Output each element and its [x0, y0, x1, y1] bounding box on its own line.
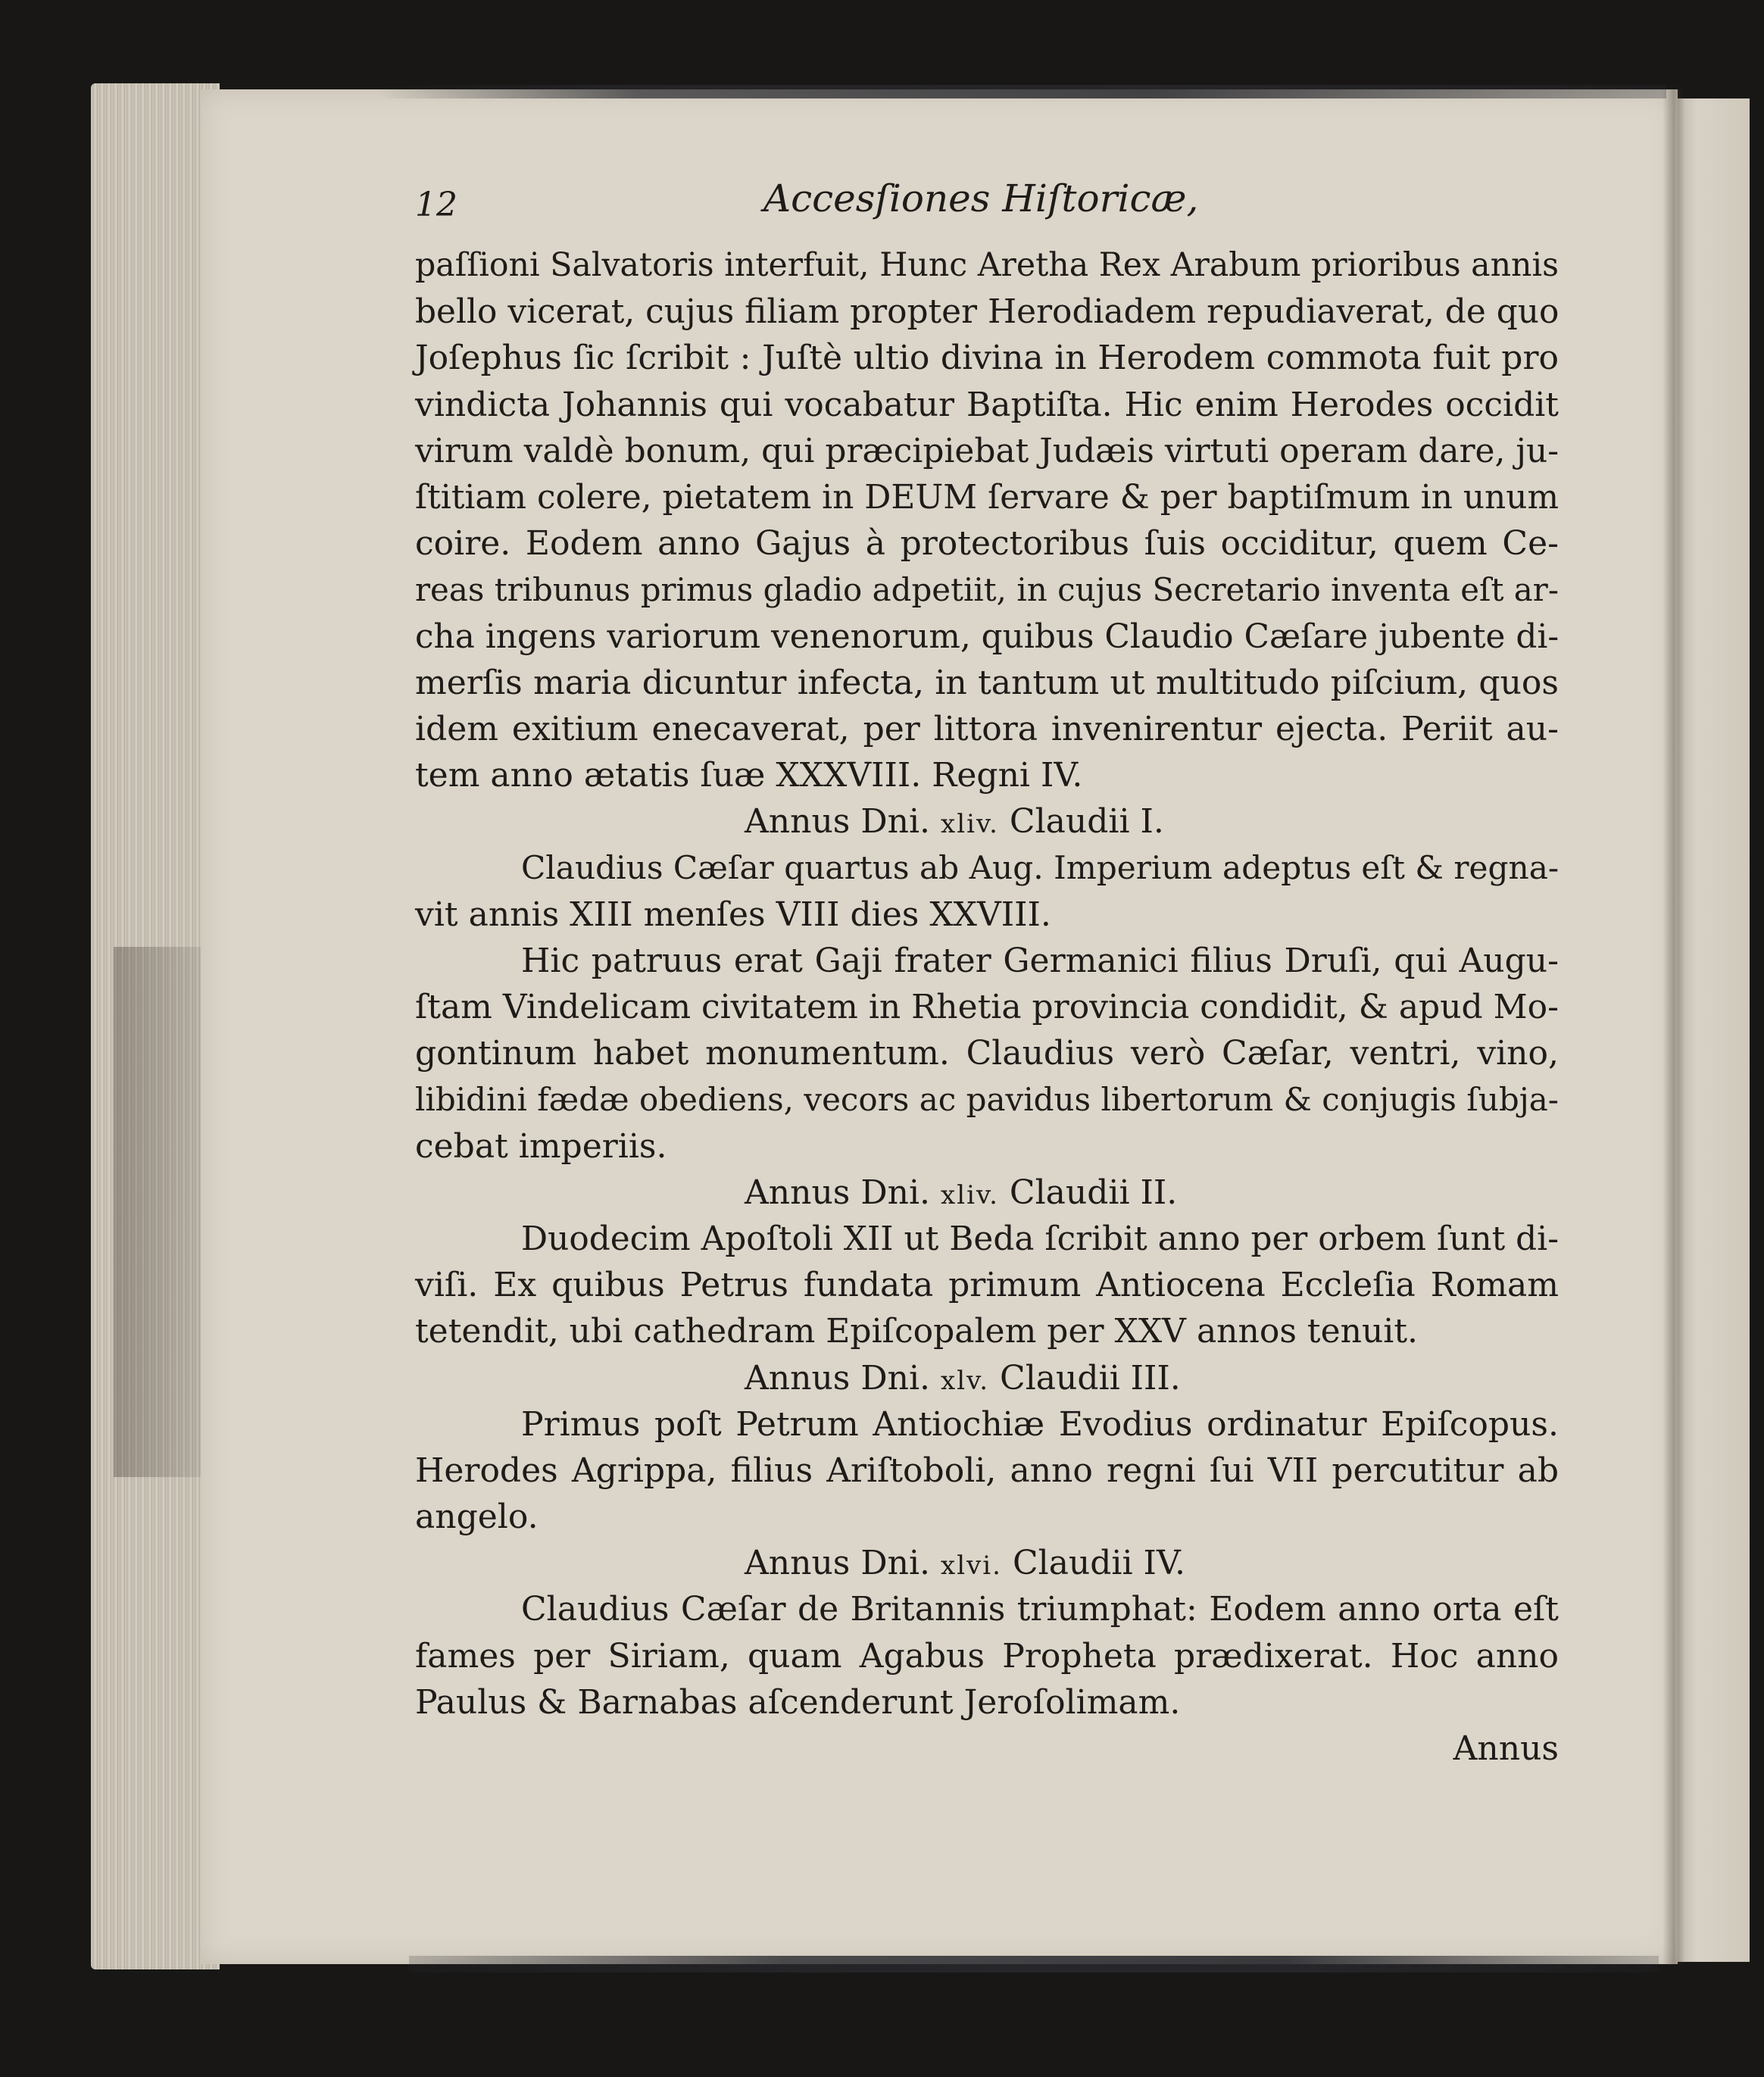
text-line: tem anno ætatis ſuæ XXXVIII. Regni IV. — [415, 756, 1083, 795]
text-line: reas tribunus primus gladio adpetiit, in cujus Secretario inventa eſt ar- — [415, 571, 1559, 609]
page-gutter — [1663, 89, 1685, 1964]
year-heading-numeral: xlv. — [941, 1365, 990, 1396]
text-line: libidini fædæ obediens, vecors ac pavidus libertorum & conjugis ſubja- — [415, 1081, 1559, 1119]
text-line: Primus poſt Petrum Antiochiæ Evodius ordinatur Epiſcopus. — [521, 1404, 1559, 1444]
page-text — [415, 167, 1559, 1772]
text-line: Joſephus ſic ſcribit : Juſtè ultio divina in Herodem commota fuit pro — [415, 339, 1559, 378]
year-heading-prefix: Annus Dni. — [745, 1173, 941, 1212]
year-heading-numeral: xlvi. — [941, 1551, 1002, 1582]
top-edge-shadow — [379, 85, 1666, 98]
text-line: Claudius Cæſar de Britannis triumphat: Eodem anno orta eſt — [521, 1590, 1559, 1629]
year-heading-reign: Claudii IV. — [1001, 1544, 1186, 1583]
text-line: cha ingens variorum venenorum, quibus Claudio Cæſare jubente di- — [415, 617, 1560, 656]
text-line: merſis maria dicuntur infecta, in tantum ut multitudo piſcium, quos — [415, 663, 1559, 702]
text-line: vit annis XIII menſes VIII dies XXVIII. — [415, 895, 1051, 934]
running-head: Accesſiones Hiſtoricæ, — [763, 176, 1199, 220]
year-heading — [415, 1540, 1559, 1586]
text-line: coire. Eodem anno Gajus à protectoribus ſuis occiditur, quem Ce- — [415, 524, 1559, 564]
year-heading-prefix: Annus Dni. — [745, 802, 941, 842]
text-line: bello vicerat, cujus filiam propter Herodiadem repudiaverat, de quo — [415, 292, 1560, 332]
facing-page-edge — [1674, 98, 1750, 1962]
year-heading-reign: Claudii I. — [998, 802, 1164, 842]
page-number: 12 — [415, 186, 457, 224]
catchword: Annus — [1453, 1729, 1559, 1768]
text-line: virum valdè bonum, qui præcipiebat Judæis virtuti operam dare, ju- — [415, 431, 1560, 470]
year-heading-reign: Claudii III. — [989, 1358, 1181, 1398]
year-heading-numeral: xliv. — [941, 1179, 999, 1210]
text-line: cebat imperiis. — [415, 1126, 667, 1166]
text-line: Claudius Cæſar quartus ab Aug. Imperium adeptus eſt & regna- — [521, 849, 1560, 887]
text-line: viſi. Ex quibus Petrus fundata primum Antiocena Eccleſia Romam — [415, 1266, 1559, 1305]
text-line: idem exitium enecaverat, per littora invenirentur ejecta. Periit au- — [415, 709, 1559, 748]
text-line: fames per Siriam, quam Agabus Propheta prædixerat. Hoc anno — [415, 1636, 1559, 1676]
text-line: ſtam Vindelicam civitatem in Rhetia provincia condidit, & apud Mo- — [415, 988, 1559, 1026]
year-heading-prefix: Annus Dni. — [745, 1544, 941, 1583]
text-line: angelo. — [415, 1498, 539, 1537]
text-line: gontinum habet monumentum. Claudius verò Cæſar, ventri, vino, — [415, 1034, 1559, 1073]
year-heading — [415, 1355, 1559, 1401]
bottom-edge-shadow — [409, 1956, 1659, 1972]
page-header — [415, 167, 1559, 242]
year-heading-numeral: xliv. — [941, 809, 999, 840]
page-edge-stain — [114, 947, 204, 1477]
text-line: Duodecim Apoſtoli XII ut Beda ſcribit anno per orbem ſunt di- — [521, 1219, 1559, 1258]
text-line: Hic patruus erat Gaji frater Germanici filius Druſi, qui Augu- — [521, 941, 1559, 980]
text-line: paſſioni Salvatoris interfuit, Hunc Aretha Rex Arabum prioribus annis — [415, 246, 1559, 284]
year-heading-reign: Claudii II. — [998, 1173, 1178, 1212]
year-heading — [415, 1170, 1559, 1216]
text-line: ſtitiam colere, pietatem in DEUM ſervare & per baptiſmum in unum — [415, 477, 1559, 517]
year-heading-prefix: Annus Dni. — [745, 1358, 941, 1398]
text-line: Herodes Agrippa, filius Ariſtoboli, anno regni ſui VII percutitur ab — [415, 1451, 1559, 1490]
text-line: tetendit, ubi cathedram Epiſcopalem per XXV annos tenuit. — [415, 1312, 1419, 1351]
body-text — [415, 242, 1559, 1772]
year-heading — [415, 798, 1559, 845]
text-line: vindicta Johannis qui vocabatur Baptiſta. Hic enim Herodes occidit — [415, 385, 1559, 424]
text-line: Paulus & Barnabas aſcenderunt Jeroſolimam. — [415, 1682, 1181, 1722]
